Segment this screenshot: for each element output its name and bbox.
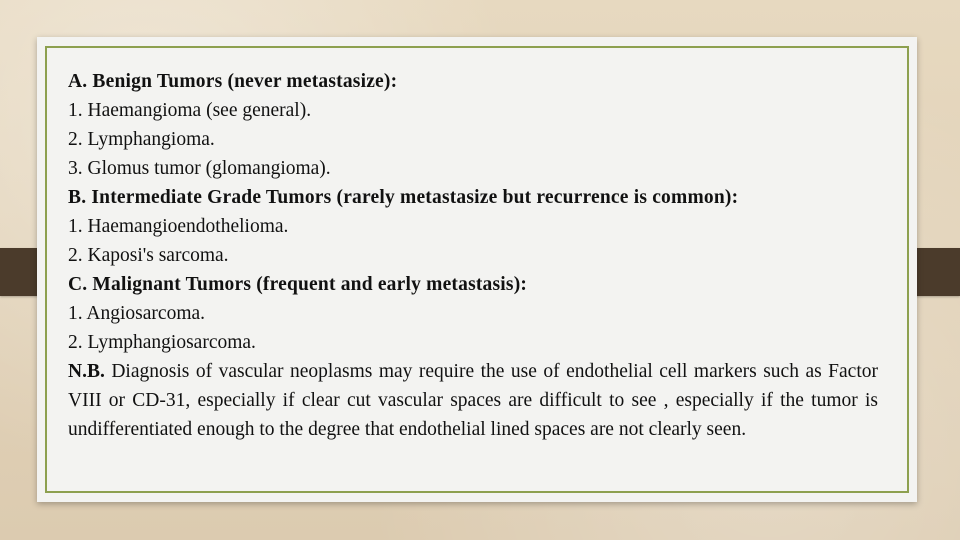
section-b-item: 2. Kaposi's sarcoma. — [68, 245, 229, 266]
section-a-item: 2. Lymphangioma. — [68, 129, 215, 150]
section-b-item: 1. Haemangioendothelioma. — [68, 216, 289, 237]
section-c-item: 2. Lymphangiosarcoma. — [68, 332, 256, 353]
section-b-heading: B. Intermediate Grade Tumors (rarely metastasize but recurrence is common): — [68, 187, 739, 208]
section-c-heading: C. Malignant Tumors (frequent and early metastasis): — [68, 274, 528, 295]
note-label: N.B. — [68, 361, 105, 382]
section-c-item: 1. Angiosarcoma. — [68, 303, 206, 324]
section-a-item: 3. Glomus tumor (glomangioma). — [68, 158, 331, 179]
slide-content — [68, 67, 878, 444]
section-a-heading: A. Benign Tumors (never metastasize): — [68, 71, 398, 92]
note-paragraph — [68, 357, 878, 444]
note-text: Diagnosis of vascular neoplasms may require the use of endothelial cell markers such as Factor VIII or CD-31, especially if clear cut vascular spaces are difficult to see , especially if the tumor is undifferentiated enough to the degree that endothelial lined spaces are not clearly seen. — [68, 361, 878, 440]
section-a-item: 1. Haemangioma (see general). — [68, 100, 312, 121]
